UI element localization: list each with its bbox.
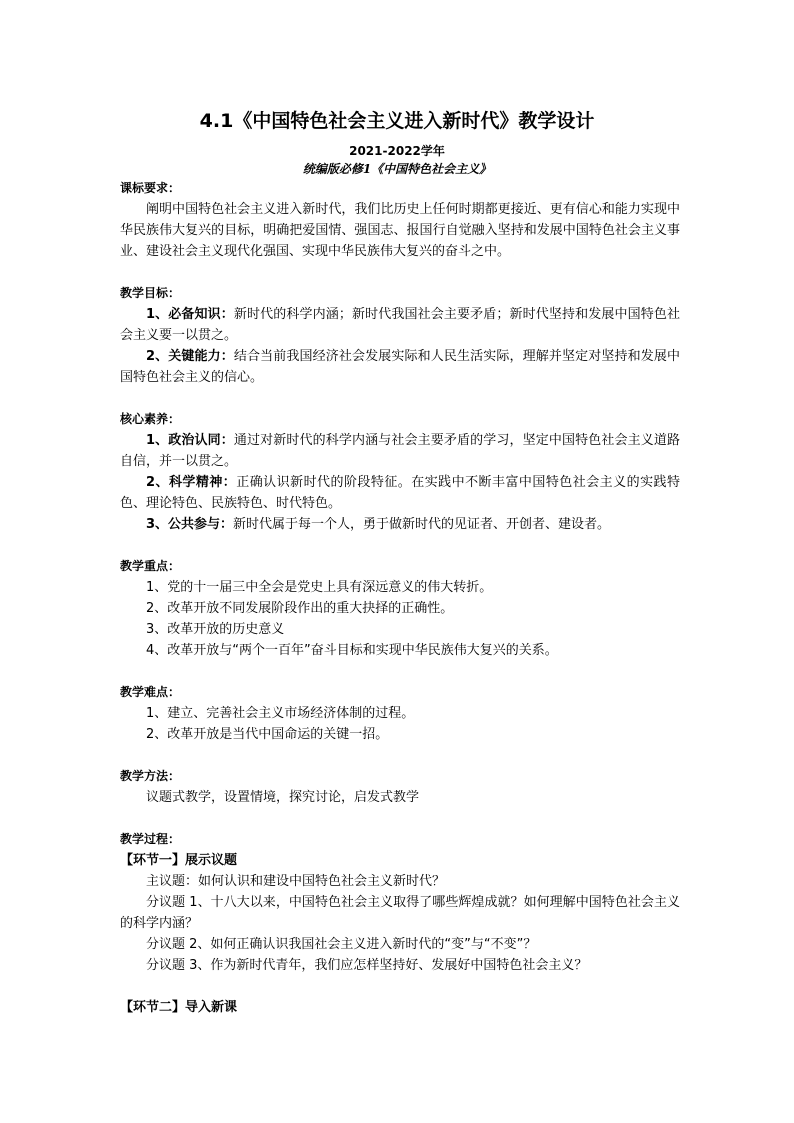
objectives-heading: 教学目标： [120,286,181,300]
section-one-heading: 【环节一】展示议题 [120,853,238,868]
difficulty-item: 2、改革开放是当代中国命运的关键一招。 [146,727,389,742]
literacy-item: 2、科学精神：正确认识新时代的阶段特征。在实践中不断丰富中国特色社会主义的实践特色、理论特色、民族特色、时代特色。 [120,475,680,511]
methods-heading: 教学方法： [120,769,181,783]
difficulty-item: 1、建立、完善社会主义市场经济体制的过程。 [146,706,415,721]
literacy-item: 3、公共参与：新时代属于每一个人，勇于做新时代的见证者、开创者、建设者。 [146,517,611,532]
topic-item: 分议题 1、十八大以来，中国特色社会主义取得了哪些辉煌成就？如何理解中国特色社会主义的科学内涵？ [120,895,680,931]
objective-item: 2、关键能力：结合当前我国经济社会发展实际和人民生活实际，理解并坚定对坚持和发展中国特色社会主义的信心。 [120,349,680,385]
standards-heading: 课标要求： [120,181,181,195]
key-point-item: 1、党的十一届三中全会是党史上具有深远意义的伟大转折。 [146,580,493,595]
literacy-heading: 核心素养： [120,412,181,426]
key-point-item: 4、改革开放与“两个一百年”奋斗目标和实现中华民族伟大复兴的关系。 [146,643,558,658]
standards-text: 阐明中国特色社会主义进入新时代，我们比历史上任何时期都更接近、更有信心和能力实现中华民族伟大复兴的目标，明确把爱国情、强国志、报国行自觉融入坚持和发展中国特色社会主义事业、建设社会主义现代化强国、实现中华民族伟大复兴的奋斗之中。 [120,202,680,259]
process-heading: 教学过程： [120,832,181,846]
key-point-item: 2、改革开放不同发展阶段作出的重大抉择的正确性。 [146,601,454,616]
key-point-item: 3、改革开放的历史意义 [146,622,285,637]
objective-item: 1、必备知识：新时代的科学内涵；新时代我国社会主要矛盾；新时代坚持和发展中国特色社会主义要一以贯之。 [120,307,680,343]
literacy-item: 1、政治认同：通过对新时代的科学内涵与社会主要矛盾的学习，坚定中国特色社会主义道路自信，并一以贯之。 [120,433,680,469]
methods-text: 议题式教学，设置情境，探究讨论，启发式教学 [146,790,420,805]
document-body [120,178,680,1018]
topic-item: 分议题 3、作为新时代青年，我们应怎样坚持好、发展好中国特色社会主义？ [146,958,588,973]
topic-item: 主议题：如何认识和建设中国特色社会主义新时代？ [146,874,446,889]
key-points-heading: 教学重点： [120,559,181,573]
section-two-heading: 【环节二】导入新课 [120,1000,238,1015]
difficulties-heading: 教学难点： [120,685,181,699]
academic-year: 2021-2022学年 [349,144,445,158]
document-title: 4.1《中国特色社会主义进入新时代》教学设计 [199,110,595,132]
textbook-source: 统编版必修1《中国特色社会主义》 [302,162,492,176]
topic-item: 分议题 2、如何正确认识我国社会主义进入新时代的“变”与“不变”？ [146,937,537,952]
